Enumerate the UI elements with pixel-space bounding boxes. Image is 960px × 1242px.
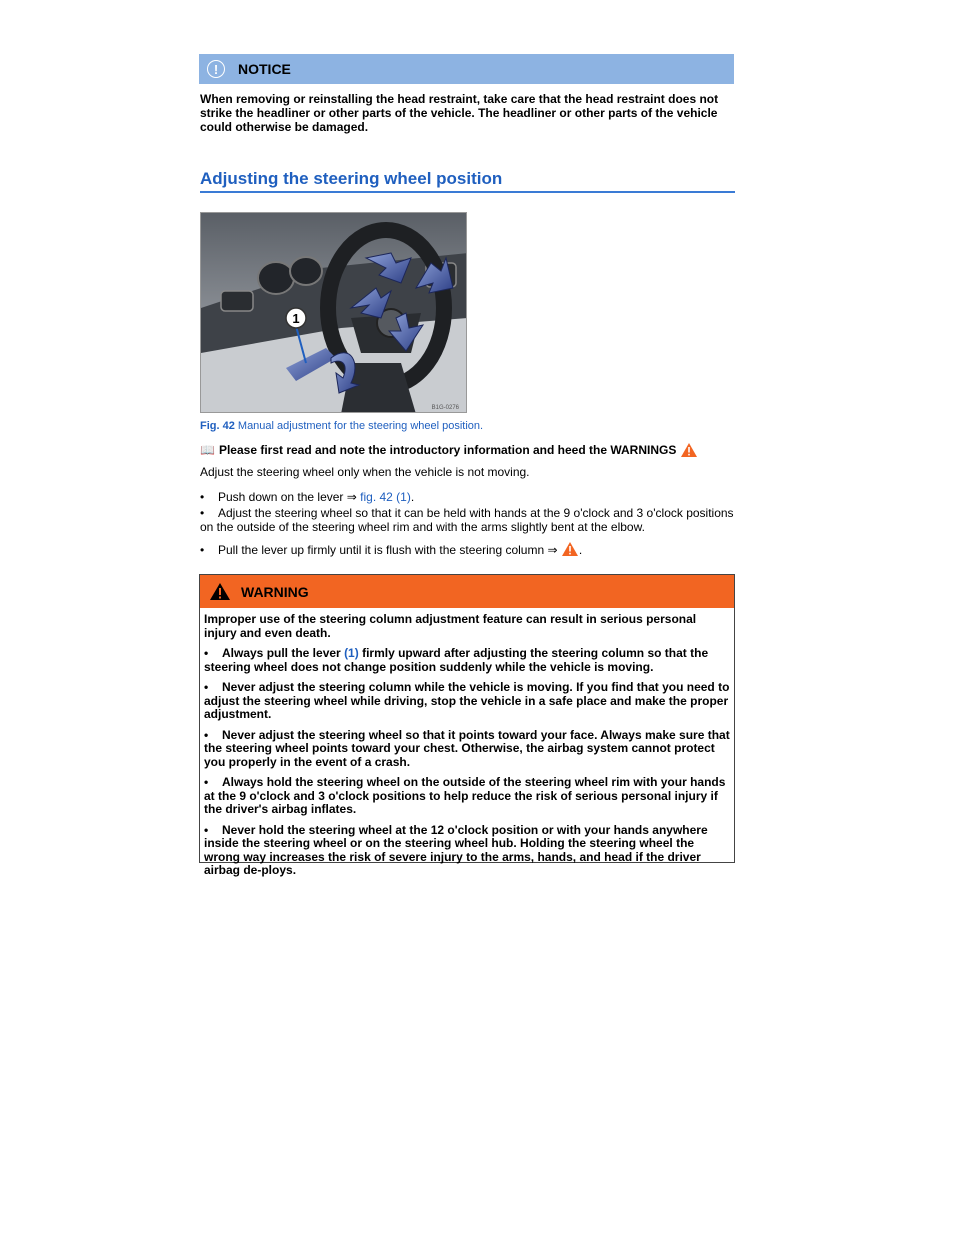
figure-caption-label: Fig. 42 xyxy=(200,420,235,432)
lever-1-link[interactable]: (1) xyxy=(344,646,359,660)
bullet-3-text: Pull the lever up firmly until it is flush with the steering column ⇒ xyxy=(218,543,558,557)
bullet-icon: • xyxy=(200,506,205,520)
bullet-icon: • xyxy=(204,646,209,660)
fig-42-link[interactable]: fig. 42 (1) xyxy=(360,490,411,504)
bullet-1-text: Push down on the lever ⇒ xyxy=(218,490,357,504)
warning-item-1b: firmly upward after adjusting the steering column so that the steering wheel does not change position suddenly while the vehicle is moving. xyxy=(204,646,709,674)
callout-number: 1 xyxy=(292,311,300,326)
paragraph-adjust: Adjust the steering wheel only when the vehicle is not moving. xyxy=(200,465,530,479)
warning-triangle-icon[interactable] xyxy=(561,541,579,557)
bullet-icon: • xyxy=(204,775,209,789)
figure-caption-text: Manual adjustment for the steering wheel position. xyxy=(237,420,484,432)
list-item xyxy=(204,647,730,674)
warning-item-3: Never adjust the steering wheel so that it points toward your face. Always make sure that the steering wheel points toward your chest. Otherwise, the airbag system cannot protect you properly in the event of a crash. xyxy=(204,727,730,769)
warning-triangle-icon[interactable] xyxy=(680,442,698,458)
warning-item-4: Always hold the steering wheel on the outside of the steering wheel rim with your hands at the 9 o'clock and 3 o'clock positions to help reduce the risk of serious personal injury if the driver's airbag inflates. xyxy=(204,775,726,816)
notice-title: NOTICE xyxy=(238,61,291,77)
bullet-3-end: . xyxy=(578,543,583,557)
warning-intro: Improper use of the steering column adjustment feature can result in serious personal injury and even death. xyxy=(204,612,697,640)
intro-text: Please first read and note the introductory information and heed the WARNINGS xyxy=(218,443,677,457)
list-item xyxy=(204,681,730,722)
figure-code: B1G-0276 xyxy=(431,405,459,411)
list-item xyxy=(200,506,735,534)
warning-header xyxy=(200,575,734,608)
bullet-1-end: . xyxy=(410,490,415,504)
list-item xyxy=(200,490,735,504)
list-item xyxy=(204,729,730,770)
warning-box xyxy=(199,574,735,877)
warning-body xyxy=(200,608,734,878)
bullet-2-text: Adjust the steering wheel so that it can be held with hands at the 9 o'clock and 3 o'clock positions on the outside of the steering wheel rim and with the arms slightly bent at the elbow. xyxy=(200,506,734,534)
notice-body: When removing or reinstalling the head restraint, take care that the head restraint does not strike the headliner or other parts of the vehicle. The headliner or other parts of the vehicle could otherwise be damaged. xyxy=(200,92,719,134)
bullet-icon: • xyxy=(204,727,209,742)
book-icon: 📖 xyxy=(200,443,215,457)
bullet-icon: • xyxy=(204,822,209,837)
bullet-icon: • xyxy=(204,680,209,694)
figure-caption xyxy=(200,420,483,432)
warning-item-5: Never hold the steering wheel at the 12 o'clock position or with your hands anywhere inside the steering wheel or on the steering wheel hub. Holding the steering wheel the wrong way increases the risk of severe injury to the arms, hands, and head if the driver airbag de-ploys. xyxy=(204,822,708,877)
bullet-icon: • xyxy=(200,490,205,504)
steering-wheel-illustration xyxy=(201,213,467,413)
bullet-icon: • xyxy=(200,543,205,557)
warning-triangle-icon xyxy=(209,582,231,601)
warning-title: WARNING xyxy=(241,583,309,600)
notice-header xyxy=(199,54,734,84)
list-item xyxy=(204,776,730,817)
exclamation-circle-icon: ! xyxy=(207,60,225,78)
list-item xyxy=(200,541,735,557)
section-heading: Adjusting the steering wheel position xyxy=(200,169,735,193)
steering-wheel-figure xyxy=(200,212,467,413)
intro-line xyxy=(200,442,698,458)
warning-item-1a: Always pull the lever xyxy=(222,646,341,660)
list-item xyxy=(204,824,730,878)
warning-item-2: Never adjust the steering column while the vehicle is moving. If you find that you need to adjust the steering wheel while driving, stop the vehicle in a safe place and make the proper adjustment. xyxy=(204,680,730,721)
